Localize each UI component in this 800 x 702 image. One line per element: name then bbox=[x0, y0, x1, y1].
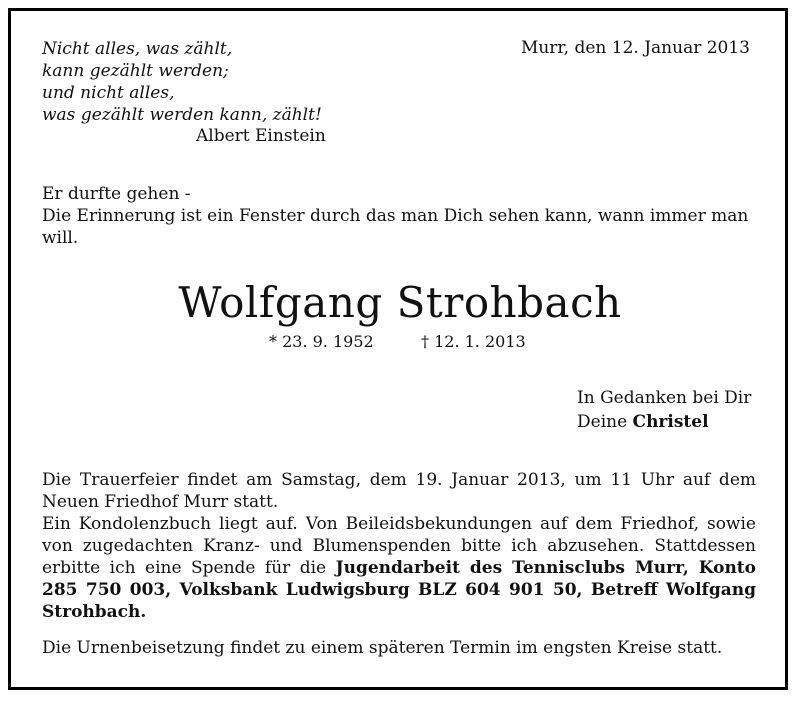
place-date: Murr, den 12. Januar 2013 bbox=[520, 38, 750, 58]
greeting-prefix: Deine bbox=[577, 412, 628, 432]
quote-line: und nicht alles, bbox=[42, 83, 175, 103]
quote-line: Nicht alles, was zählt, bbox=[42, 39, 233, 59]
birth-date: * 23. 9. 1952 bbox=[269, 332, 374, 351]
epigraph-quote bbox=[42, 38, 322, 126]
funeral-details bbox=[42, 469, 756, 623]
condolence-paragraph bbox=[42, 513, 756, 623]
quote-line: was gezählt werden kann, zählt! bbox=[42, 105, 322, 125]
intro-line: Er durfte gehen - bbox=[42, 184, 191, 204]
signer-name: Christel bbox=[632, 412, 709, 432]
intro-text bbox=[42, 183, 758, 249]
greeting-line: In Gedanken bei Dir bbox=[577, 388, 752, 408]
deceased-name: Wolfgang Strohbach bbox=[178, 278, 622, 327]
quote-author: Albert Einstein bbox=[196, 126, 326, 146]
funeral-paragraph: Die Trauerfeier findet am Samstag, dem 19. Januar 2013, um 11 Uhr auf dem Neuen Friedhof Murr statt. bbox=[42, 470, 756, 512]
donation-details: Jugendarbeit des Tennisclubs Murr, Konto 285 750 003, Volksbank Ludwigsburg BLZ 604 901 50, Betreff Wolfgang Strohbach. bbox=[42, 558, 756, 622]
quote-line: kann gezählt werden; bbox=[42, 61, 229, 81]
mourner-greeting bbox=[577, 386, 751, 434]
intro-line: Die Erinnerung ist ein Fenster durch das man Dich sehen kann, wann immer man will. bbox=[42, 206, 749, 248]
burial-note: Die Urnenbeisetzung findet zu einem späteren Termin im engsten Kreise statt. bbox=[42, 638, 723, 658]
death-date: † 12. 1. 2013 bbox=[421, 332, 526, 351]
greeting-signature bbox=[577, 410, 751, 434]
condolence-text: Ein Kondolenzbuch liegt auf. Von Beileidsbekundungen auf dem Friedhof, sowie von zugedachten Kranz- und Blumenspenden bitte ich abzusehen. Stattdessen erbitte ich eine Spende für die bbox=[42, 514, 756, 578]
